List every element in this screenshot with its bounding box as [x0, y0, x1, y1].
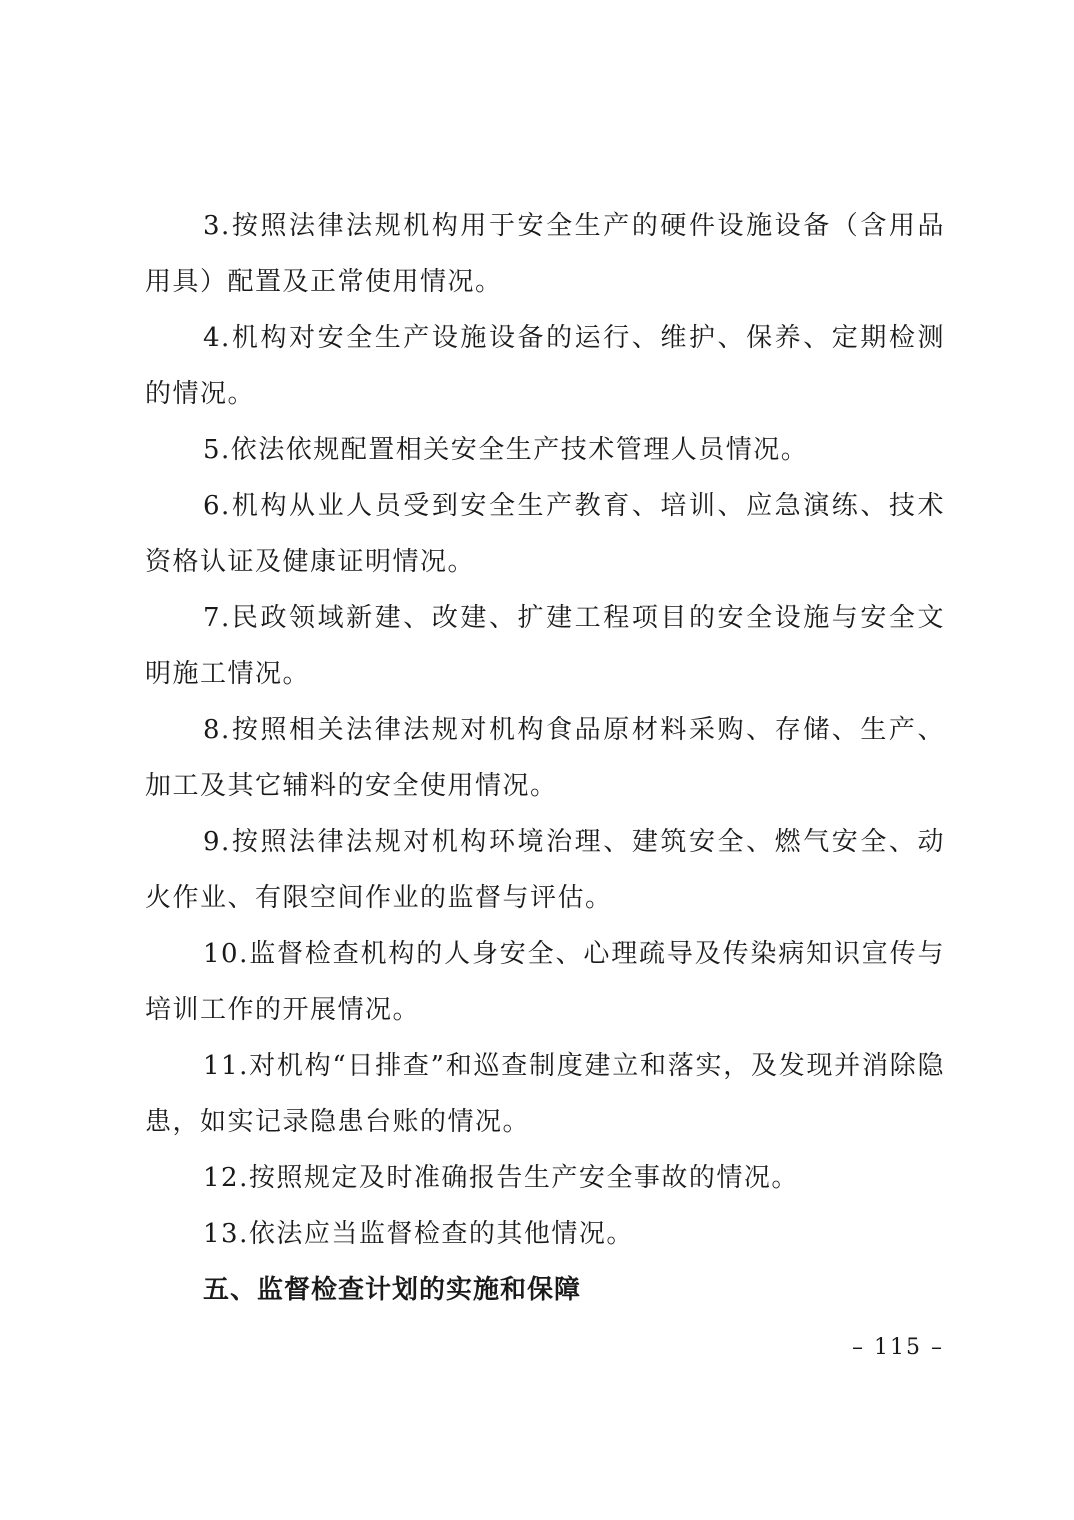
paragraph-item-11: 11.对机构“日排查”和巡查制度建立和落实，及发现并消除隐患，如实记录隐患台账的情况。 — [145, 1051, 945, 1137]
paragraph-item-5: 5.依法依规配置相关安全生产技术管理人员情况。 — [203, 435, 809, 465]
paragraph-item-3: 3.按照法律法规机构用于安全生产的硬件设施设备（含用品用具）配置及正常使用情况。 — [145, 211, 945, 297]
paragraph-item-9: 9.按照法律法规对机构环境治理、建筑安全、燃气安全、动火作业、有限空间作业的监督与评估。 — [145, 827, 945, 913]
page-number: – 115 – — [852, 1335, 944, 1360]
paragraph-item-13: 13.依法应当监督检查的其他情况。 — [203, 1219, 634, 1249]
paragraph-item-10: 10.监督检查机构的人身安全、心理疏导及传染病知识宣传与培训工作的开展情况。 — [145, 939, 945, 1025]
section-heading: 五、监督检查计划的实施和保障 — [203, 1275, 582, 1305]
body-text — [145, 198, 945, 1318]
paragraph-item-7: 7.民政领域新建、改建、扩建工程项目的安全设施与安全文明施工情况。 — [145, 603, 945, 689]
paragraph-item-8: 8.按照相关法律法规对机构食品原材料采购、存储、生产、加工及其它辅料的安全使用情况。 — [145, 715, 945, 801]
paragraph-item-12: 12.按照规定及时准确报告生产安全事故的情况。 — [203, 1163, 799, 1193]
paragraph-item-4: 4.机构对安全生产设施设备的运行、维护、保养、定期检测的情况。 — [145, 323, 945, 409]
paragraph-item-6: 6.机构从业人员受到安全生产教育、培训、应急演练、技术资格认证及健康证明情况。 — [145, 491, 945, 577]
